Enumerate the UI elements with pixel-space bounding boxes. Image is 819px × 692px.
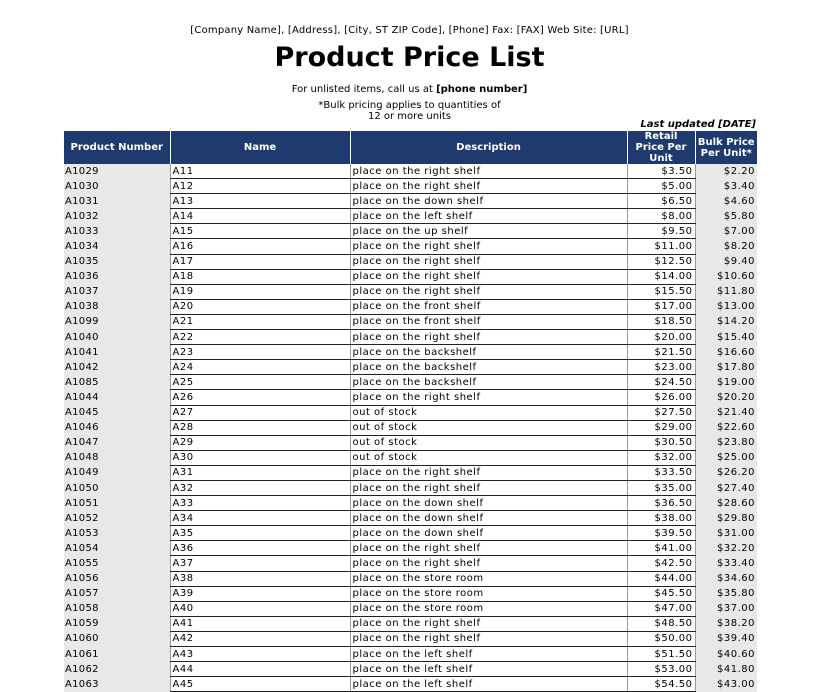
- cell-bulk-price[interactable]: $2.20: [695, 164, 757, 179]
- cell-retail-price[interactable]: $32.00: [627, 450, 695, 465]
- cell-retail-price[interactable]: $11.00: [627, 239, 695, 254]
- cell-bulk-price[interactable]: $43.00: [695, 677, 757, 692]
- price-table: [64, 131, 757, 692]
- cell-bulk-price[interactable]: $15.40: [695, 330, 757, 345]
- cell-bulk-price[interactable]: $34.60: [695, 571, 757, 586]
- cell-retail-price[interactable]: $14.00: [627, 269, 695, 284]
- last-updated: Last updated [DATE]: [640, 119, 756, 130]
- cell-product-number[interactable]: A1042: [64, 360, 170, 375]
- table-row: [64, 435, 757, 450]
- cell-bulk-price[interactable]: $10.60: [695, 269, 757, 284]
- col-header-description[interactable]: Description: [350, 131, 627, 164]
- cell-product-number[interactable]: A1035: [64, 254, 170, 269]
- cell-name[interactable]: A22: [170, 330, 350, 345]
- table-row: [64, 314, 757, 329]
- table-row: [64, 450, 757, 465]
- cell-product-number[interactable]: A1063: [64, 677, 170, 692]
- cell-description[interactable]: place on the right shelf: [350, 480, 627, 495]
- cell-name[interactable]: A41: [170, 616, 350, 631]
- cell-retail-price[interactable]: $44.00: [627, 571, 695, 586]
- cell-name[interactable]: A25: [170, 375, 350, 390]
- cell-description[interactable]: place on the left shelf: [350, 647, 627, 662]
- cell-bulk-price[interactable]: $35.80: [695, 586, 757, 601]
- table-row: [64, 526, 757, 541]
- cell-retail-price[interactable]: $45.50: [627, 586, 695, 601]
- col-header-product-number[interactable]: Product Number: [64, 131, 170, 164]
- table-row: [64, 662, 757, 677]
- cell-bulk-price[interactable]: $33.40: [695, 556, 757, 571]
- cell-product-number[interactable]: A1059: [64, 616, 170, 631]
- table-row: [64, 601, 757, 616]
- cell-product-number[interactable]: A1062: [64, 662, 170, 677]
- table-row: [64, 284, 757, 299]
- table-header-row: [64, 131, 757, 164]
- cell-retail-price[interactable]: $9.50: [627, 224, 695, 239]
- cell-product-number[interactable]: A1045: [64, 405, 170, 420]
- table-row: [64, 164, 757, 179]
- cell-name[interactable]: A30: [170, 450, 350, 465]
- cell-description[interactable]: place on the store room: [350, 571, 627, 586]
- table-row: [64, 405, 757, 420]
- cell-description[interactable]: place on the left shelf: [350, 677, 627, 692]
- cell-product-number[interactable]: A1054: [64, 541, 170, 556]
- table-row: [64, 420, 757, 435]
- cell-description[interactable]: place on the right shelf: [350, 269, 627, 284]
- cell-bulk-price[interactable]: $5.80: [695, 209, 757, 224]
- cell-product-number[interactable]: A1037: [64, 284, 170, 299]
- col-header-bulk-price[interactable]: Bulk Price Per Unit*: [695, 131, 757, 164]
- table-row: [64, 390, 757, 405]
- table-row: [64, 360, 757, 375]
- table-row: [64, 179, 757, 194]
- cell-retail-price[interactable]: $33.50: [627, 465, 695, 480]
- cell-description[interactable]: place on the right shelf: [350, 179, 627, 194]
- cell-description[interactable]: place on the left shelf: [350, 209, 627, 224]
- table-row: [64, 299, 757, 314]
- cell-bulk-price[interactable]: $40.60: [695, 647, 757, 662]
- cell-product-number[interactable]: A1047: [64, 435, 170, 450]
- cell-retail-price[interactable]: $3.50: [627, 164, 695, 179]
- cell-retail-price[interactable]: $47.00: [627, 601, 695, 616]
- cell-name[interactable]: A23: [170, 345, 350, 360]
- cell-retail-price[interactable]: $15.50: [627, 284, 695, 299]
- cell-product-number[interactable]: A1031: [64, 194, 170, 209]
- col-header-name[interactable]: Name: [170, 131, 350, 164]
- cell-bulk-price[interactable]: $39.40: [695, 631, 757, 646]
- cell-product-number[interactable]: A1034: [64, 239, 170, 254]
- cell-name[interactable]: A11: [170, 164, 350, 179]
- cell-product-number[interactable]: A1085: [64, 375, 170, 390]
- cell-name[interactable]: A33: [170, 496, 350, 511]
- cell-product-number[interactable]: A1050: [64, 480, 170, 495]
- cell-bulk-price[interactable]: $41.80: [695, 662, 757, 677]
- cell-description[interactable]: place on the store room: [350, 601, 627, 616]
- table-row: [64, 254, 757, 269]
- cell-name[interactable]: A21: [170, 314, 350, 329]
- cell-description[interactable]: place on the right shelf: [350, 284, 627, 299]
- cell-name[interactable]: A27: [170, 405, 350, 420]
- table-row: [64, 571, 757, 586]
- cell-bulk-price[interactable]: $14.20: [695, 314, 757, 329]
- cell-name[interactable]: A20: [170, 299, 350, 314]
- cell-description[interactable]: place on the down shelf: [350, 511, 627, 526]
- cell-bulk-price[interactable]: $28.60: [695, 496, 757, 511]
- cell-description[interactable]: place on the right shelf: [350, 254, 627, 269]
- cell-description[interactable]: out of stock: [350, 435, 627, 450]
- cell-retail-price[interactable]: $12.50: [627, 254, 695, 269]
- call-us-prefix: For unlisted items, call us at: [291, 84, 437, 95]
- cell-bulk-price[interactable]: $27.40: [695, 480, 757, 495]
- cell-product-number[interactable]: A1048: [64, 450, 170, 465]
- cell-bulk-price[interactable]: $17.80: [695, 360, 757, 375]
- table-row: [64, 616, 757, 631]
- cell-retail-price[interactable]: $18.50: [627, 314, 695, 329]
- table-row: [64, 511, 757, 526]
- cell-product-number[interactable]: A1052: [64, 511, 170, 526]
- cell-description[interactable]: place on the down shelf: [350, 526, 627, 541]
- cell-description[interactable]: place on the store room: [350, 586, 627, 601]
- cell-description[interactable]: out of stock: [350, 450, 627, 465]
- cell-bulk-price[interactable]: $26.20: [695, 465, 757, 480]
- cell-bulk-price[interactable]: $38.20: [695, 616, 757, 631]
- cell-name[interactable]: A35: [170, 526, 350, 541]
- cell-bulk-price[interactable]: $20.20: [695, 390, 757, 405]
- table-row: [64, 194, 757, 209]
- table-row: [64, 239, 757, 254]
- cell-name[interactable]: A38: [170, 571, 350, 586]
- cell-product-number[interactable]: A1061: [64, 647, 170, 662]
- cell-bulk-price[interactable]: $32.20: [695, 541, 757, 556]
- table-row: [64, 677, 757, 692]
- cell-description[interactable]: place on the backshelf: [350, 345, 627, 360]
- cell-name[interactable]: A42: [170, 631, 350, 646]
- cell-bulk-price[interactable]: $31.00: [695, 526, 757, 541]
- cell-product-number[interactable]: A1033: [64, 224, 170, 239]
- table-row: [64, 647, 757, 662]
- cell-description[interactable]: place on the right shelf: [350, 556, 627, 571]
- cell-name[interactable]: A40: [170, 601, 350, 616]
- cell-name[interactable]: A17: [170, 254, 350, 269]
- cell-retail-price[interactable]: $35.00: [627, 480, 695, 495]
- cell-name[interactable]: A19: [170, 284, 350, 299]
- cell-retail-price[interactable]: $27.50: [627, 405, 695, 420]
- col-header-retail-price[interactable]: Retail Price Per Unit: [627, 131, 695, 164]
- cell-name[interactable]: A39: [170, 586, 350, 601]
- table-row: [64, 631, 757, 646]
- cell-product-number[interactable]: A1053: [64, 526, 170, 541]
- cell-product-number[interactable]: A1038: [64, 299, 170, 314]
- cell-product-number[interactable]: A1055: [64, 556, 170, 571]
- cell-product-number[interactable]: A1051: [64, 496, 170, 511]
- cell-bulk-price[interactable]: $23.80: [695, 435, 757, 450]
- cell-retail-price[interactable]: $54.50: [627, 677, 695, 692]
- cell-product-number[interactable]: A1036: [64, 269, 170, 284]
- cell-bulk-price[interactable]: $7.00: [695, 224, 757, 239]
- cell-description[interactable]: out of stock: [350, 405, 627, 420]
- cell-bulk-price[interactable]: $21.40: [695, 405, 757, 420]
- table-row: [64, 224, 757, 239]
- cell-product-number[interactable]: A1041: [64, 345, 170, 360]
- cell-name[interactable]: A37: [170, 556, 350, 571]
- table-row: [64, 209, 757, 224]
- table-row: [64, 269, 757, 284]
- cell-name[interactable]: A36: [170, 541, 350, 556]
- cell-retail-price[interactable]: $26.00: [627, 390, 695, 405]
- cell-description[interactable]: out of stock: [350, 420, 627, 435]
- cell-product-number[interactable]: A1058: [64, 601, 170, 616]
- cell-bulk-price[interactable]: $37.00: [695, 601, 757, 616]
- table-row: [64, 480, 757, 495]
- cell-description[interactable]: place on the front shelf: [350, 299, 627, 314]
- cell-description[interactable]: place on the right shelf: [350, 631, 627, 646]
- cell-description[interactable]: place on the backshelf: [350, 375, 627, 390]
- cell-description[interactable]: place on the right shelf: [350, 390, 627, 405]
- cell-retail-price[interactable]: $50.00: [627, 631, 695, 646]
- cell-description[interactable]: place on the right shelf: [350, 239, 627, 254]
- table-body: [64, 164, 757, 692]
- cell-description[interactable]: place on the left shelf: [350, 662, 627, 677]
- cell-name[interactable]: A26: [170, 390, 350, 405]
- cell-name[interactable]: A16: [170, 239, 350, 254]
- table-row: [64, 496, 757, 511]
- cell-retail-price[interactable]: $41.00: [627, 541, 695, 556]
- cell-product-number[interactable]: A1057: [64, 586, 170, 601]
- cell-description[interactable]: place on the up shelf: [350, 224, 627, 239]
- cell-name[interactable]: A13: [170, 194, 350, 209]
- cell-name[interactable]: A45: [170, 677, 350, 692]
- cell-description[interactable]: place on the front shelf: [350, 314, 627, 329]
- cell-description[interactable]: place on the right shelf: [350, 541, 627, 556]
- cell-name[interactable]: A28: [170, 420, 350, 435]
- cell-product-number[interactable]: A1030: [64, 179, 170, 194]
- cell-retail-price[interactable]: $17.00: [627, 299, 695, 314]
- table-row: [64, 330, 757, 345]
- cell-product-number[interactable]: A1056: [64, 571, 170, 586]
- page-title: Product Price List: [274, 42, 545, 73]
- cell-bulk-price[interactable]: $25.00: [695, 450, 757, 465]
- cell-product-number[interactable]: A1060: [64, 631, 170, 646]
- cell-retail-price[interactable]: $36.50: [627, 496, 695, 511]
- cell-bulk-price[interactable]: $22.60: [695, 420, 757, 435]
- cell-retail-price[interactable]: $48.50: [627, 616, 695, 631]
- cell-retail-price[interactable]: $42.50: [627, 556, 695, 571]
- cell-name[interactable]: A18: [170, 269, 350, 284]
- cell-product-number[interactable]: A1044: [64, 390, 170, 405]
- table-row: [64, 375, 757, 390]
- cell-retail-price[interactable]: $38.00: [627, 511, 695, 526]
- cell-bulk-price[interactable]: $29.80: [695, 511, 757, 526]
- cell-retail-price[interactable]: $5.00: [627, 179, 695, 194]
- cell-product-number[interactable]: A1040: [64, 330, 170, 345]
- cell-description[interactable]: place on the down shelf: [350, 194, 627, 209]
- cell-product-number[interactable]: A1029: [64, 164, 170, 179]
- cell-name[interactable]: A24: [170, 360, 350, 375]
- cell-bulk-price[interactable]: $16.60: [695, 345, 757, 360]
- cell-retail-price[interactable]: $23.00: [627, 360, 695, 375]
- cell-product-number[interactable]: A1099: [64, 314, 170, 329]
- cell-name[interactable]: A44: [170, 662, 350, 677]
- table-row: [64, 345, 757, 360]
- call-us-note: [0, 84, 819, 95]
- cell-retail-price[interactable]: $21.50: [627, 345, 695, 360]
- cell-bulk-price[interactable]: $11.80: [695, 284, 757, 299]
- company-info-line: [Company Name], [Address], [City, ST ZIP Code], [Phone] Fax: [FAX] Web Site: [URL]: [190, 25, 629, 36]
- bulk-note-line1: *Bulk pricing applies to quantities of: [318, 100, 501, 111]
- cell-name[interactable]: A12: [170, 179, 350, 194]
- cell-retail-price[interactable]: $30.50: [627, 435, 695, 450]
- cell-description[interactable]: place on the right shelf: [350, 164, 627, 179]
- cell-retail-price[interactable]: $8.00: [627, 209, 695, 224]
- cell-bulk-price[interactable]: $13.00: [695, 299, 757, 314]
- cell-bulk-price[interactable]: $4.60: [695, 194, 757, 209]
- cell-bulk-price[interactable]: $8.20: [695, 239, 757, 254]
- cell-product-number[interactable]: A1049: [64, 465, 170, 480]
- cell-retail-price[interactable]: $6.50: [627, 194, 695, 209]
- cell-retail-price[interactable]: $29.00: [627, 420, 695, 435]
- cell-retail-price[interactable]: $53.00: [627, 662, 695, 677]
- cell-bulk-price[interactable]: $19.00: [695, 375, 757, 390]
- phone-number: [phone number]: [436, 84, 528, 95]
- cell-product-number[interactable]: A1046: [64, 420, 170, 435]
- cell-description[interactable]: place on the right shelf: [350, 330, 627, 345]
- cell-bulk-price[interactable]: $9.40: [695, 254, 757, 269]
- table-row: [64, 465, 757, 480]
- cell-description[interactable]: place on the down shelf: [350, 496, 627, 511]
- cell-name[interactable]: A29: [170, 435, 350, 450]
- cell-name[interactable]: A32: [170, 480, 350, 495]
- table-row: [64, 556, 757, 571]
- table-row: [64, 541, 757, 556]
- bulk-note-line2: 12 or more units: [368, 111, 451, 122]
- cell-retail-price[interactable]: $24.50: [627, 375, 695, 390]
- cell-retail-price[interactable]: $39.50: [627, 526, 695, 541]
- cell-name[interactable]: A31: [170, 465, 350, 480]
- cell-description[interactable]: place on the right shelf: [350, 616, 627, 631]
- cell-bulk-price[interactable]: $3.40: [695, 179, 757, 194]
- cell-description[interactable]: place on the backshelf: [350, 360, 627, 375]
- cell-product-number[interactable]: A1032: [64, 209, 170, 224]
- cell-name[interactable]: A14: [170, 209, 350, 224]
- cell-description[interactable]: place on the right shelf: [350, 465, 627, 480]
- cell-name[interactable]: A43: [170, 647, 350, 662]
- table-row: [64, 586, 757, 601]
- cell-retail-price[interactable]: $51.50: [627, 647, 695, 662]
- cell-name[interactable]: A15: [170, 224, 350, 239]
- cell-retail-price[interactable]: $20.00: [627, 330, 695, 345]
- cell-name[interactable]: A34: [170, 511, 350, 526]
